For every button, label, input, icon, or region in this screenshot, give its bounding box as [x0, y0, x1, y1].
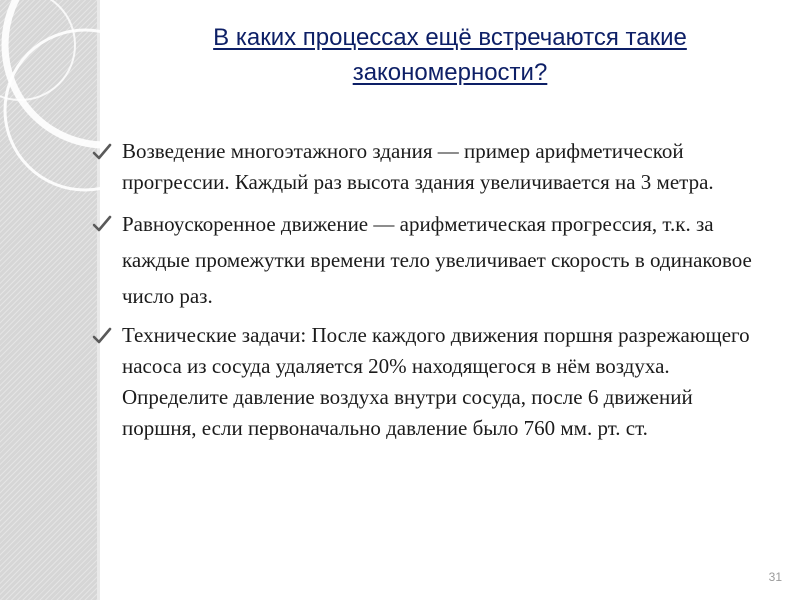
bullet-item-building	[92, 136, 772, 198]
bullet-text: Равноускоренное движение — арифметическая прогрессия, т.к. за каждые промежутки времени тело увеличивает скорость в одинаковое число раз.	[122, 212, 752, 308]
slide-title-text: В каких процессах ещё встречаются такие закономерности?	[213, 24, 687, 86]
checkmark-icon	[92, 215, 112, 233]
bullet-list	[92, 136, 772, 444]
bullet-item-technical	[92, 320, 772, 444]
slide-sidebar	[0, 0, 97, 600]
bullet-text: Технические задачи: После каждого движения поршня разрежающего насоса из сосуда удаляется 20% находящегося в нём воздуха. Определите давление воздуха внутри сосуда, после 6 движений поршня, если первоначально давление было 760 мм. рт. ст.	[122, 323, 750, 440]
bullet-item-motion	[92, 206, 772, 314]
slide-title	[130, 20, 770, 90]
bullet-text: Возведение многоэтажного здания — пример арифметической прогрессии. Каждый раз высота здания увеличивается на 3 метра.	[122, 139, 714, 194]
checkmark-icon	[92, 143, 112, 161]
checkmark-icon	[92, 327, 112, 345]
page-number: 31	[768, 570, 782, 584]
